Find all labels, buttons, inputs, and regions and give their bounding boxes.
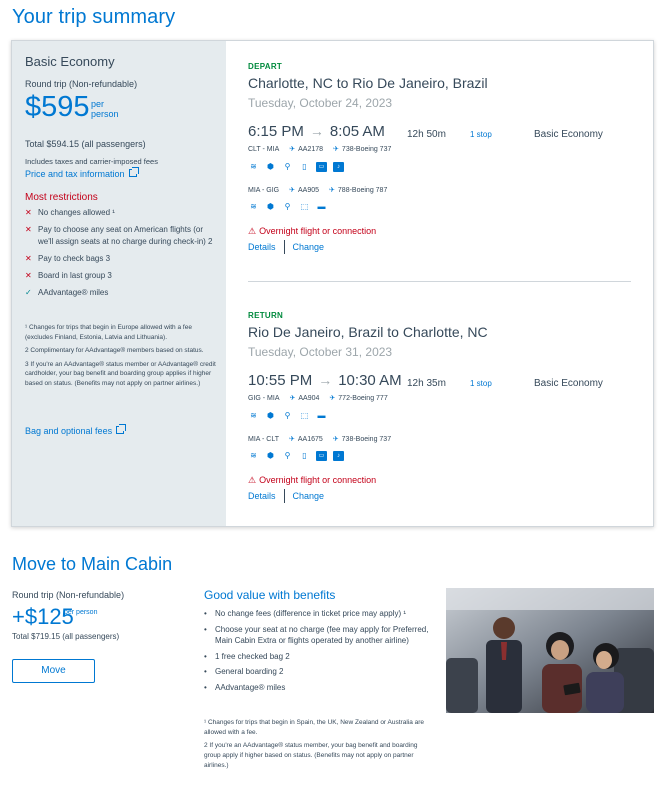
depart-warning: ⚠ Overnight flight or connection	[248, 226, 377, 236]
footnote: ¹ Changes for trips that begin in Spain, the UK, New Zealand or Australia are allowed with a fee.	[204, 719, 425, 736]
price-tax-link[interactable]	[25, 169, 137, 179]
amenities	[248, 202, 327, 212]
return-label: RETURN	[248, 311, 284, 320]
seat-icon: ▬	[317, 411, 326, 420]
fare-total: Total $594.15 (all passengers)	[25, 139, 146, 149]
restriction-item: ✓ AAdvantage® miles	[25, 288, 109, 297]
benefit-item: • 1 free checked bag 2	[204, 651, 432, 663]
change-link[interactable]: Change	[292, 491, 325, 501]
x-icon: ✕	[25, 254, 32, 263]
wifi-icon: ≋	[250, 162, 257, 171]
restriction-item: ✕ Pay to check bags 3	[25, 254, 111, 263]
footnote: 2 If you're an AAdvantage® status member, your bag benefit and boarding group apply if higher based on status. (Benefits may not apply on partner airlines.)	[204, 742, 418, 769]
upsell-total: Total $719.15 (all passengers)	[12, 632, 120, 641]
restrictions-title: Most restrictions	[25, 192, 98, 203]
restrictions-list	[25, 207, 215, 304]
restriction-item: ✕ Pay to choose any seat on American flights (or we'll assign seats at no charge during check-in) 2	[25, 225, 213, 246]
trip-summary-card	[11, 40, 654, 527]
upsell-title: Move to Main Cabin	[12, 554, 173, 574]
warning-icon: ⚠	[248, 226, 257, 236]
upsell-price: +$125	[12, 604, 74, 629]
amenities	[248, 162, 344, 172]
plane-icon: ✈	[329, 395, 336, 402]
bag-fees-link[interactable]	[25, 426, 124, 436]
depart-links	[248, 240, 324, 254]
music-icon: ♪	[333, 451, 344, 461]
arrive-time: 10:30 AM	[338, 372, 402, 389]
usb-icon: ⚲	[284, 451, 291, 460]
fare-footnotes	[25, 323, 217, 392]
usb-icon: ⚲	[284, 202, 291, 211]
arrive-time: 8:05 AM	[329, 123, 385, 140]
plane-icon: ✈	[289, 395, 296, 402]
itinerary-panel	[226, 41, 653, 526]
leg-info: CLT - MIA ✈ AA2178 ✈ 738-Boeing 737	[248, 146, 392, 153]
return-warning: ⚠ Overnight flight or connection	[248, 475, 377, 485]
depart-times	[248, 123, 385, 140]
amenities	[248, 411, 327, 421]
return-date: Tuesday, October 31, 2023	[248, 345, 393, 359]
depart-time: 10:55 PM	[248, 372, 313, 389]
fare-per-person: per person	[91, 99, 119, 119]
footnote: ¹ Changes for trips that begin in Europe allowed with a fee (excludes Finland, Estonia, Latvia and Lithuania).	[25, 324, 192, 341]
depart-duration: 12h 50m	[407, 129, 446, 140]
x-icon: ✕	[25, 208, 32, 217]
restriction-item: ✕ No changes allowed ¹	[25, 208, 115, 217]
x-icon: ✕	[25, 225, 32, 234]
plane-icon: ✈	[333, 146, 339, 153]
depart-label: DEPART	[248, 62, 283, 71]
depart-time: 6:15 PM	[248, 123, 304, 140]
change-link[interactable]: Change	[292, 242, 325, 252]
meal-icon: ⬚	[300, 411, 309, 420]
upsell-trip-type: Round trip (Non-refundable)	[12, 590, 125, 600]
divider	[284, 240, 285, 254]
restriction-item: ✕ Board in last group 3	[25, 271, 112, 280]
leg-info: MIA - GIG ✈ AA905 ✈ 788-Boeing 787	[248, 187, 388, 194]
power-icon: ⬢	[267, 162, 274, 171]
power-icon: ⬢	[267, 411, 274, 420]
fare-panel	[12, 41, 226, 526]
bag-fees-link-label: Bag and optional fees	[25, 426, 113, 436]
benefit-item: • General boarding 2	[204, 666, 432, 678]
usb-icon: ⚲	[284, 162, 291, 171]
fare-name: Basic Economy	[25, 54, 115, 69]
return-times	[248, 372, 402, 389]
fare-taxes-note: Includes taxes and carrier-imposed fees	[25, 157, 158, 166]
segment-divider	[248, 281, 631, 282]
cabin-photo-illustration	[446, 588, 654, 713]
phone-icon: ▯	[302, 451, 307, 460]
phone-icon: ▯	[302, 162, 307, 171]
leg-info: GIG - MIA ✈ AA904 ✈ 772-Boeing 777	[248, 395, 388, 402]
depart-cabin: Basic Economy	[534, 129, 603, 140]
arrow-right-icon: →	[318, 372, 333, 388]
warning-icon: ⚠	[248, 475, 257, 485]
external-link-icon	[116, 426, 124, 434]
return-links	[248, 489, 324, 503]
page-title: Your trip summary	[12, 6, 176, 28]
wifi-icon: ≋	[250, 411, 257, 420]
divider	[284, 489, 285, 503]
arrow-right-icon: →	[309, 123, 324, 139]
price-tax-link-label: Price and tax information	[25, 169, 125, 179]
fare-trip-type: Round trip (Non-refundable)	[25, 79, 138, 89]
benefits-list	[204, 608, 432, 697]
depart-stops-link[interactable]: 1 stop	[470, 130, 492, 139]
cabin-photo	[446, 588, 654, 713]
benefit-item: • AAdvantage® miles	[204, 682, 432, 694]
fare-price: $595	[25, 91, 90, 123]
usb-icon: ⚲	[284, 411, 291, 420]
power-icon: ⬢	[267, 202, 274, 211]
plane-icon: ✈	[289, 146, 296, 153]
upsell-per-person: per person	[64, 609, 98, 616]
move-button[interactable]: Move	[12, 659, 95, 683]
wifi-icon: ≋	[250, 202, 257, 211]
footnote: 3 If you're an AAdvantage® status member or AAdvantage® credit cardholder, your bag benefit and boarding group applies if higher based on status. (Benefits may not apply on partner airlines.)	[25, 360, 216, 387]
meal-icon: ⬚	[300, 202, 309, 211]
music-icon: ♪	[333, 162, 344, 172]
plane-icon: ✈	[289, 187, 295, 194]
tv-icon: ▭	[316, 162, 327, 172]
plane-icon: ✈	[288, 436, 295, 443]
benefits-footnotes	[204, 718, 429, 774]
benefit-item: • Choose your seat at no charge (fee may apply for Preferred, Main Cabin Extra or flights operated by another airline)	[204, 624, 432, 647]
return-route: Rio De Janeiro, Brazil to Charlotte, NC	[248, 324, 488, 340]
leg-info: MIA - CLT ✈ AA1675 ✈ 738-Boeing 737	[248, 436, 392, 443]
return-duration: 12h 35m	[407, 378, 446, 389]
tv-icon: ▭	[316, 451, 327, 461]
external-link-icon	[129, 169, 137, 177]
benefits-title: Good value with benefits	[204, 588, 336, 602]
depart-date: Tuesday, October 24, 2023	[248, 96, 393, 110]
footnote: 2 Complimentary for AAdvantage® members based on status.	[25, 347, 204, 354]
plane-icon: ✈	[332, 436, 339, 443]
amenities	[248, 451, 344, 461]
return-cabin: Basic Economy	[534, 378, 603, 389]
details-link[interactable]: Details	[248, 491, 276, 501]
x-icon: ✕	[25, 271, 32, 280]
details-link[interactable]: Details	[248, 242, 276, 252]
wifi-icon: ≋	[250, 451, 257, 460]
return-stops-link[interactable]: 1 stop	[470, 379, 492, 388]
checkmark-icon: ✓	[25, 288, 32, 297]
seat-icon: ▬	[317, 202, 326, 211]
depart-route: Charlotte, NC to Rio De Janeiro, Brazil	[248, 75, 488, 91]
plane-icon: ✈	[329, 187, 335, 194]
benefit-item: • No change fees (difference in ticket price may apply) ¹	[204, 608, 432, 620]
power-icon: ⬢	[267, 451, 274, 460]
